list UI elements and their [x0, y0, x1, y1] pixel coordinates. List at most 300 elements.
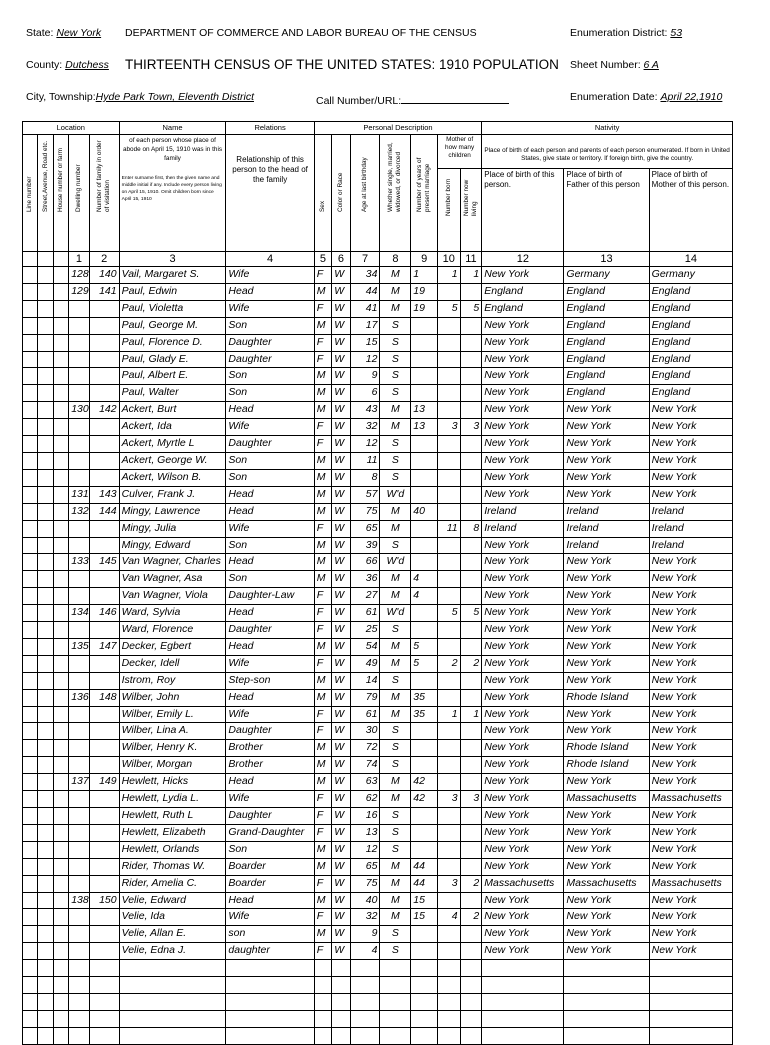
cell-dwelling	[69, 317, 90, 334]
cell-street	[38, 486, 53, 503]
desc-age: Age at last birthday	[350, 135, 380, 252]
cell-street	[38, 1010, 53, 1027]
callnum-label: Call Number/URL:	[316, 95, 402, 107]
cell-house	[53, 554, 68, 571]
cell-family	[89, 875, 119, 892]
cell-years-married	[411, 672, 438, 689]
cell-marital: M	[380, 689, 411, 706]
cell-sex: M	[314, 757, 331, 774]
cell-age: 4	[350, 943, 380, 960]
cell-street	[38, 655, 53, 672]
cell-street	[38, 419, 53, 436]
cell-pob-person: New York	[482, 368, 564, 385]
cell-years-married	[411, 841, 438, 858]
cell-marital	[380, 977, 411, 994]
cell-relation: Wife	[226, 909, 314, 926]
cell-pob-father: England	[564, 334, 649, 351]
cell-sex: M	[314, 368, 331, 385]
cell-line	[23, 824, 38, 841]
desc-marital: Whether single, married, widowed, or divorced	[380, 135, 411, 252]
cell-pob-person: New York	[482, 858, 564, 875]
cell-house	[53, 283, 68, 300]
cell-dwelling	[69, 588, 90, 605]
cell-color: W	[332, 638, 350, 655]
cell-number-born	[438, 993, 461, 1010]
cell-street	[38, 909, 53, 926]
colnum-10: 10	[438, 252, 461, 267]
cell-dwelling	[69, 791, 90, 808]
cell-number-born	[438, 689, 461, 706]
cell-family	[89, 300, 119, 317]
cell-house	[53, 909, 68, 926]
table-row	[23, 672, 733, 689]
cell-name: Paul, Violetta	[119, 300, 226, 317]
cell-line	[23, 791, 38, 808]
cell-years-married	[411, 605, 438, 622]
cell-relation: Daughter	[226, 334, 314, 351]
cell-relation: Head	[226, 892, 314, 909]
cell-marital: W'd	[380, 605, 411, 622]
cell-number-living	[460, 537, 482, 554]
cell-pob-father: Massachusetts	[564, 875, 649, 892]
state-label: State:	[26, 27, 54, 39]
cell-street	[38, 858, 53, 875]
cell-name: Mingy, Julia	[119, 520, 226, 537]
cell-number-born	[438, 892, 461, 909]
cell-pob-mother: New York	[649, 841, 732, 858]
cell-street	[38, 605, 53, 622]
cell-age: 44	[350, 283, 380, 300]
cell-line	[23, 638, 38, 655]
cell-number-living	[460, 554, 482, 571]
cell-years-married	[411, 334, 438, 351]
cell-number-born	[438, 858, 461, 875]
cell-street	[38, 436, 53, 453]
cell-line	[23, 808, 38, 825]
cell-sex: M	[314, 317, 331, 334]
sheet-value: 6 A	[643, 59, 659, 71]
cell-years-married: 4	[411, 588, 438, 605]
cell-name: Ward, Florence	[119, 622, 226, 639]
cell-marital: M	[380, 774, 411, 791]
cell-pob-person: New York	[482, 740, 564, 757]
cell-number-living: 1	[460, 267, 482, 284]
enum-district-value: 53	[670, 27, 683, 39]
blank-row	[23, 993, 733, 1010]
cell-pob-mother: New York	[649, 622, 732, 639]
cell-sex: F	[314, 267, 331, 284]
cell-street	[38, 571, 53, 588]
cell-marital: S	[380, 622, 411, 639]
cell-color	[332, 993, 350, 1010]
cell-marital: M	[380, 503, 411, 520]
cell-number-born	[438, 672, 461, 689]
cell-pob-mother: Ireland	[649, 520, 732, 537]
cell-sex: F	[314, 791, 331, 808]
cell-marital	[380, 1027, 411, 1044]
cell-number-born	[438, 926, 461, 943]
cell-pob-person: New York	[482, 351, 564, 368]
cell-pob-mother: New York	[649, 588, 732, 605]
cell-relation: Wife	[226, 655, 314, 672]
cell-color: W	[332, 317, 350, 334]
cell-line	[23, 283, 38, 300]
table-row	[23, 909, 733, 926]
colnum-12: 12	[482, 252, 564, 267]
cell-pob-father: New York	[564, 469, 649, 486]
cell-house	[53, 723, 68, 740]
cell-number-living	[460, 841, 482, 858]
table-row	[23, 368, 733, 385]
cell-color: W	[332, 351, 350, 368]
cell-dwelling	[69, 385, 90, 402]
cell-relation: Daughter-Law	[226, 588, 314, 605]
cell-marital: S	[380, 943, 411, 960]
cell-color: W	[332, 757, 350, 774]
cell-color: W	[332, 875, 350, 892]
cell-house	[53, 638, 68, 655]
cell-number-living	[460, 334, 482, 351]
cell-pob-mother: New York	[649, 469, 732, 486]
blank-row	[23, 960, 733, 977]
cell-pob-mother	[649, 960, 732, 977]
cell-color: W	[332, 283, 350, 300]
cell-dwelling	[69, 909, 90, 926]
cell-number-born	[438, 351, 461, 368]
cell-marital: M	[380, 520, 411, 537]
cell-pob-mother: New York	[649, 808, 732, 825]
cell-pob-person: Ireland	[482, 520, 564, 537]
cell-number-born	[438, 334, 461, 351]
cell-family	[89, 841, 119, 858]
colnum-14: 14	[649, 252, 732, 267]
cell-pob-person: New York	[482, 452, 564, 469]
cell-number-born	[438, 469, 461, 486]
cell-line	[23, 909, 38, 926]
department-title: DEPARTMENT OF COMMERCE AND LABOR BUREAU OF THE CENSUS	[125, 27, 477, 39]
cell-street	[38, 689, 53, 706]
cell-color	[332, 977, 350, 994]
table-row	[23, 638, 733, 655]
cell-pob-person: New York	[482, 622, 564, 639]
cell-line	[23, 689, 38, 706]
cell-street	[38, 368, 53, 385]
cell-line	[23, 452, 38, 469]
cell-number-living: 5	[460, 605, 482, 622]
cell-house	[53, 300, 68, 317]
cell-color: W	[332, 672, 350, 689]
city-value: Hyde Park Town, Eleventh District	[95, 91, 254, 103]
cell-color: W	[332, 858, 350, 875]
cell-years-married: 35	[411, 689, 438, 706]
cell-pob-father: New York	[564, 419, 649, 436]
cell-house	[53, 740, 68, 757]
cell-relation: Grand-Daughter	[226, 824, 314, 841]
cell-marital: S	[380, 926, 411, 943]
cell-pob-mother: New York	[649, 452, 732, 469]
cell-number-living	[460, 808, 482, 825]
cell-family	[89, 943, 119, 960]
cell-years-married: 1	[411, 267, 438, 284]
group-location: Location	[23, 122, 120, 135]
cell-years-married	[411, 757, 438, 774]
cell-dwelling	[69, 740, 90, 757]
blank-row	[23, 977, 733, 994]
colnum-3: 3	[119, 252, 226, 267]
desc-dwelling: Dwelling number	[69, 135, 90, 252]
table-row	[23, 791, 733, 808]
cell-dwelling: 138	[69, 892, 90, 909]
cell-pob-father	[564, 977, 649, 994]
cell-pob-father: New York	[564, 841, 649, 858]
cell-dwelling	[69, 943, 90, 960]
cell-relation: son	[226, 926, 314, 943]
cell-color: W	[332, 892, 350, 909]
cell-number-living: 2	[460, 875, 482, 892]
cell-sex	[314, 1027, 331, 1044]
cell-dwelling: 129	[69, 283, 90, 300]
cell-sex: M	[314, 469, 331, 486]
cell-number-born	[438, 503, 461, 520]
cell-dwelling	[69, 1010, 90, 1027]
cell-relation: daughter	[226, 943, 314, 960]
cell-house	[53, 267, 68, 284]
desc-living: Number now living	[460, 169, 482, 252]
cell-number-living	[460, 368, 482, 385]
cell-years-married	[411, 469, 438, 486]
cell-dwelling	[69, 452, 90, 469]
cell-street	[38, 385, 53, 402]
cell-dwelling: 130	[69, 402, 90, 419]
cell-family	[89, 740, 119, 757]
cell-line	[23, 960, 38, 977]
cell-pob-mother: England	[649, 283, 732, 300]
cell-family	[89, 977, 119, 994]
cell-dwelling	[69, 469, 90, 486]
cell-line	[23, 334, 38, 351]
cell-line	[23, 503, 38, 520]
cell-relation: Head	[226, 554, 314, 571]
cell-house	[53, 503, 68, 520]
cell-relation: Daughter	[226, 622, 314, 639]
city-field	[26, 91, 254, 103]
cell-age: 41	[350, 300, 380, 317]
cell-family	[89, 385, 119, 402]
cell-pob-mother: New York	[649, 943, 732, 960]
colnum-8: 8	[380, 252, 411, 267]
cell-years-married: 44	[411, 858, 438, 875]
cell-sex: M	[314, 537, 331, 554]
cell-age: 16	[350, 808, 380, 825]
table-row	[23, 824, 733, 841]
cell-house	[53, 385, 68, 402]
cell-color: W	[332, 520, 350, 537]
cell-dwelling	[69, 858, 90, 875]
cell-pob-mother: New York	[649, 655, 732, 672]
colnum-blank	[38, 252, 53, 267]
cell-pob-person: New York	[482, 926, 564, 943]
cell-name: Ackert, Wilson B.	[119, 469, 226, 486]
cell-line	[23, 368, 38, 385]
desc-house: House number or farm	[53, 135, 68, 252]
cell-pob-mother: New York	[649, 723, 732, 740]
cell-pob-person: New York	[482, 892, 564, 909]
cell-pob-mother: New York	[649, 402, 732, 419]
cell-line	[23, 1027, 38, 1044]
cell-name: Mingy, Lawrence	[119, 503, 226, 520]
cell-age: 27	[350, 588, 380, 605]
cell-street	[38, 808, 53, 825]
cell-number-born: 5	[438, 605, 461, 622]
cell-color: W	[332, 909, 350, 926]
cell-number-living	[460, 469, 482, 486]
cell-years-married: 13	[411, 402, 438, 419]
cell-pob-mother: Ireland	[649, 537, 732, 554]
desc-pob-mother: Place of birth of Mother of this person.	[649, 169, 732, 252]
callnum-blank	[401, 92, 509, 104]
cell-relation: Head	[226, 402, 314, 419]
cell-marital: M	[380, 419, 411, 436]
cell-number-living	[460, 977, 482, 994]
cell-dwelling: 137	[69, 774, 90, 791]
cell-street	[38, 520, 53, 537]
colnum-11: 11	[460, 252, 482, 267]
cell-house	[53, 436, 68, 453]
cell-pob-mother	[649, 993, 732, 1010]
cell-relation: Son	[226, 841, 314, 858]
desc-street: Street,Avenue, Road etc.	[38, 135, 53, 252]
cell-years-married	[411, 351, 438, 368]
cell-years-married: 44	[411, 875, 438, 892]
desc-nativity: Place of birth of each person and parents of each person enumerated. If born in United States, give state or territory. If foreign birth, give the country.	[482, 135, 733, 169]
cell-house	[53, 875, 68, 892]
cell-sex	[314, 960, 331, 977]
cell-sex: M	[314, 740, 331, 757]
column-number-row	[23, 252, 733, 267]
cell-line	[23, 385, 38, 402]
cell-years-married	[411, 943, 438, 960]
cell-years-married: 4	[411, 571, 438, 588]
cell-name	[119, 977, 226, 994]
cell-number-born: 1	[438, 706, 461, 723]
cell-number-born	[438, 1010, 461, 1027]
cell-relation: Head	[226, 638, 314, 655]
cell-line	[23, 537, 38, 554]
cell-house	[53, 841, 68, 858]
cell-marital: M	[380, 909, 411, 926]
cell-pob-person: New York	[482, 588, 564, 605]
cell-dwelling	[69, 977, 90, 994]
enum-district-label: Enumeration District:	[570, 27, 668, 39]
cell-line	[23, 757, 38, 774]
cell-name: Velie, Allan E.	[119, 926, 226, 943]
table-row	[23, 706, 733, 723]
cell-number-living	[460, 638, 482, 655]
group-header-row	[23, 122, 733, 135]
cell-sex: M	[314, 402, 331, 419]
cell-color: W	[332, 774, 350, 791]
cell-relation: Son	[226, 452, 314, 469]
cell-dwelling	[69, 419, 90, 436]
cell-pob-mother: New York	[649, 706, 732, 723]
cell-pob-mother: New York	[649, 926, 732, 943]
cell-pob-person	[482, 977, 564, 994]
cell-color: W	[332, 706, 350, 723]
cell-relation: Head	[226, 774, 314, 791]
cell-house	[53, 588, 68, 605]
cell-pob-person: New York	[482, 943, 564, 960]
cell-name: Ackert, Burt	[119, 402, 226, 419]
cell-family	[89, 622, 119, 639]
cell-years-married: 42	[411, 774, 438, 791]
cell-pob-father: England	[564, 283, 649, 300]
cell-years-married: 5	[411, 638, 438, 655]
cell-pob-person: New York	[482, 841, 564, 858]
cell-pob-father: Ireland	[564, 537, 649, 554]
cell-number-born	[438, 368, 461, 385]
table-row	[23, 622, 733, 639]
cell-color: W	[332, 571, 350, 588]
cell-age: 8	[350, 469, 380, 486]
cell-number-born	[438, 1027, 461, 1044]
cell-street	[38, 300, 53, 317]
cell-pob-person: New York	[482, 419, 564, 436]
cell-house	[53, 858, 68, 875]
cell-pob-mother: England	[649, 351, 732, 368]
cell-marital: S	[380, 757, 411, 774]
cell-number-born	[438, 283, 461, 300]
census-table	[22, 121, 733, 1045]
cell-family	[89, 588, 119, 605]
cell-family: 141	[89, 283, 119, 300]
cell-years-married	[411, 1010, 438, 1027]
county-field	[26, 59, 109, 71]
cell-pob-mother: England	[649, 334, 732, 351]
cell-number-born	[438, 486, 461, 503]
cell-line	[23, 740, 38, 757]
cell-color: W	[332, 469, 350, 486]
cell-street	[38, 452, 53, 469]
cell-years-married	[411, 537, 438, 554]
cell-pob-father: New York	[564, 571, 649, 588]
cell-dwelling	[69, 436, 90, 453]
cell-pob-father: New York	[564, 723, 649, 740]
cell-relation: Daughter	[226, 436, 314, 453]
cell-pob-mother: New York	[649, 605, 732, 622]
cell-years-married: 42	[411, 791, 438, 808]
cell-house	[53, 469, 68, 486]
cell-number-living	[460, 283, 482, 300]
cell-name: Culver, Frank J.	[119, 486, 226, 503]
cell-color: W	[332, 368, 350, 385]
cell-age: 32	[350, 909, 380, 926]
cell-marital: W'd	[380, 486, 411, 503]
cell-number-living	[460, 571, 482, 588]
cell-dwelling	[69, 1027, 90, 1044]
cell-street	[38, 706, 53, 723]
cell-pob-father: New York	[564, 808, 649, 825]
cell-dwelling	[69, 808, 90, 825]
cell-dwelling: 133	[69, 554, 90, 571]
cell-dwelling	[69, 824, 90, 841]
cell-marital: S	[380, 436, 411, 453]
desc-name: of each person whose place of abode on April 15, 1910 was in this family Enter surname first, then the given name and middle initial if any. Include every person living on April 15, 1910. Omit children born since April 15, 1910	[119, 135, 226, 252]
cell-pob-father: New York	[564, 824, 649, 841]
cell-sex: M	[314, 503, 331, 520]
cell-number-living	[460, 486, 482, 503]
cell-sex: M	[314, 452, 331, 469]
cell-family	[89, 317, 119, 334]
